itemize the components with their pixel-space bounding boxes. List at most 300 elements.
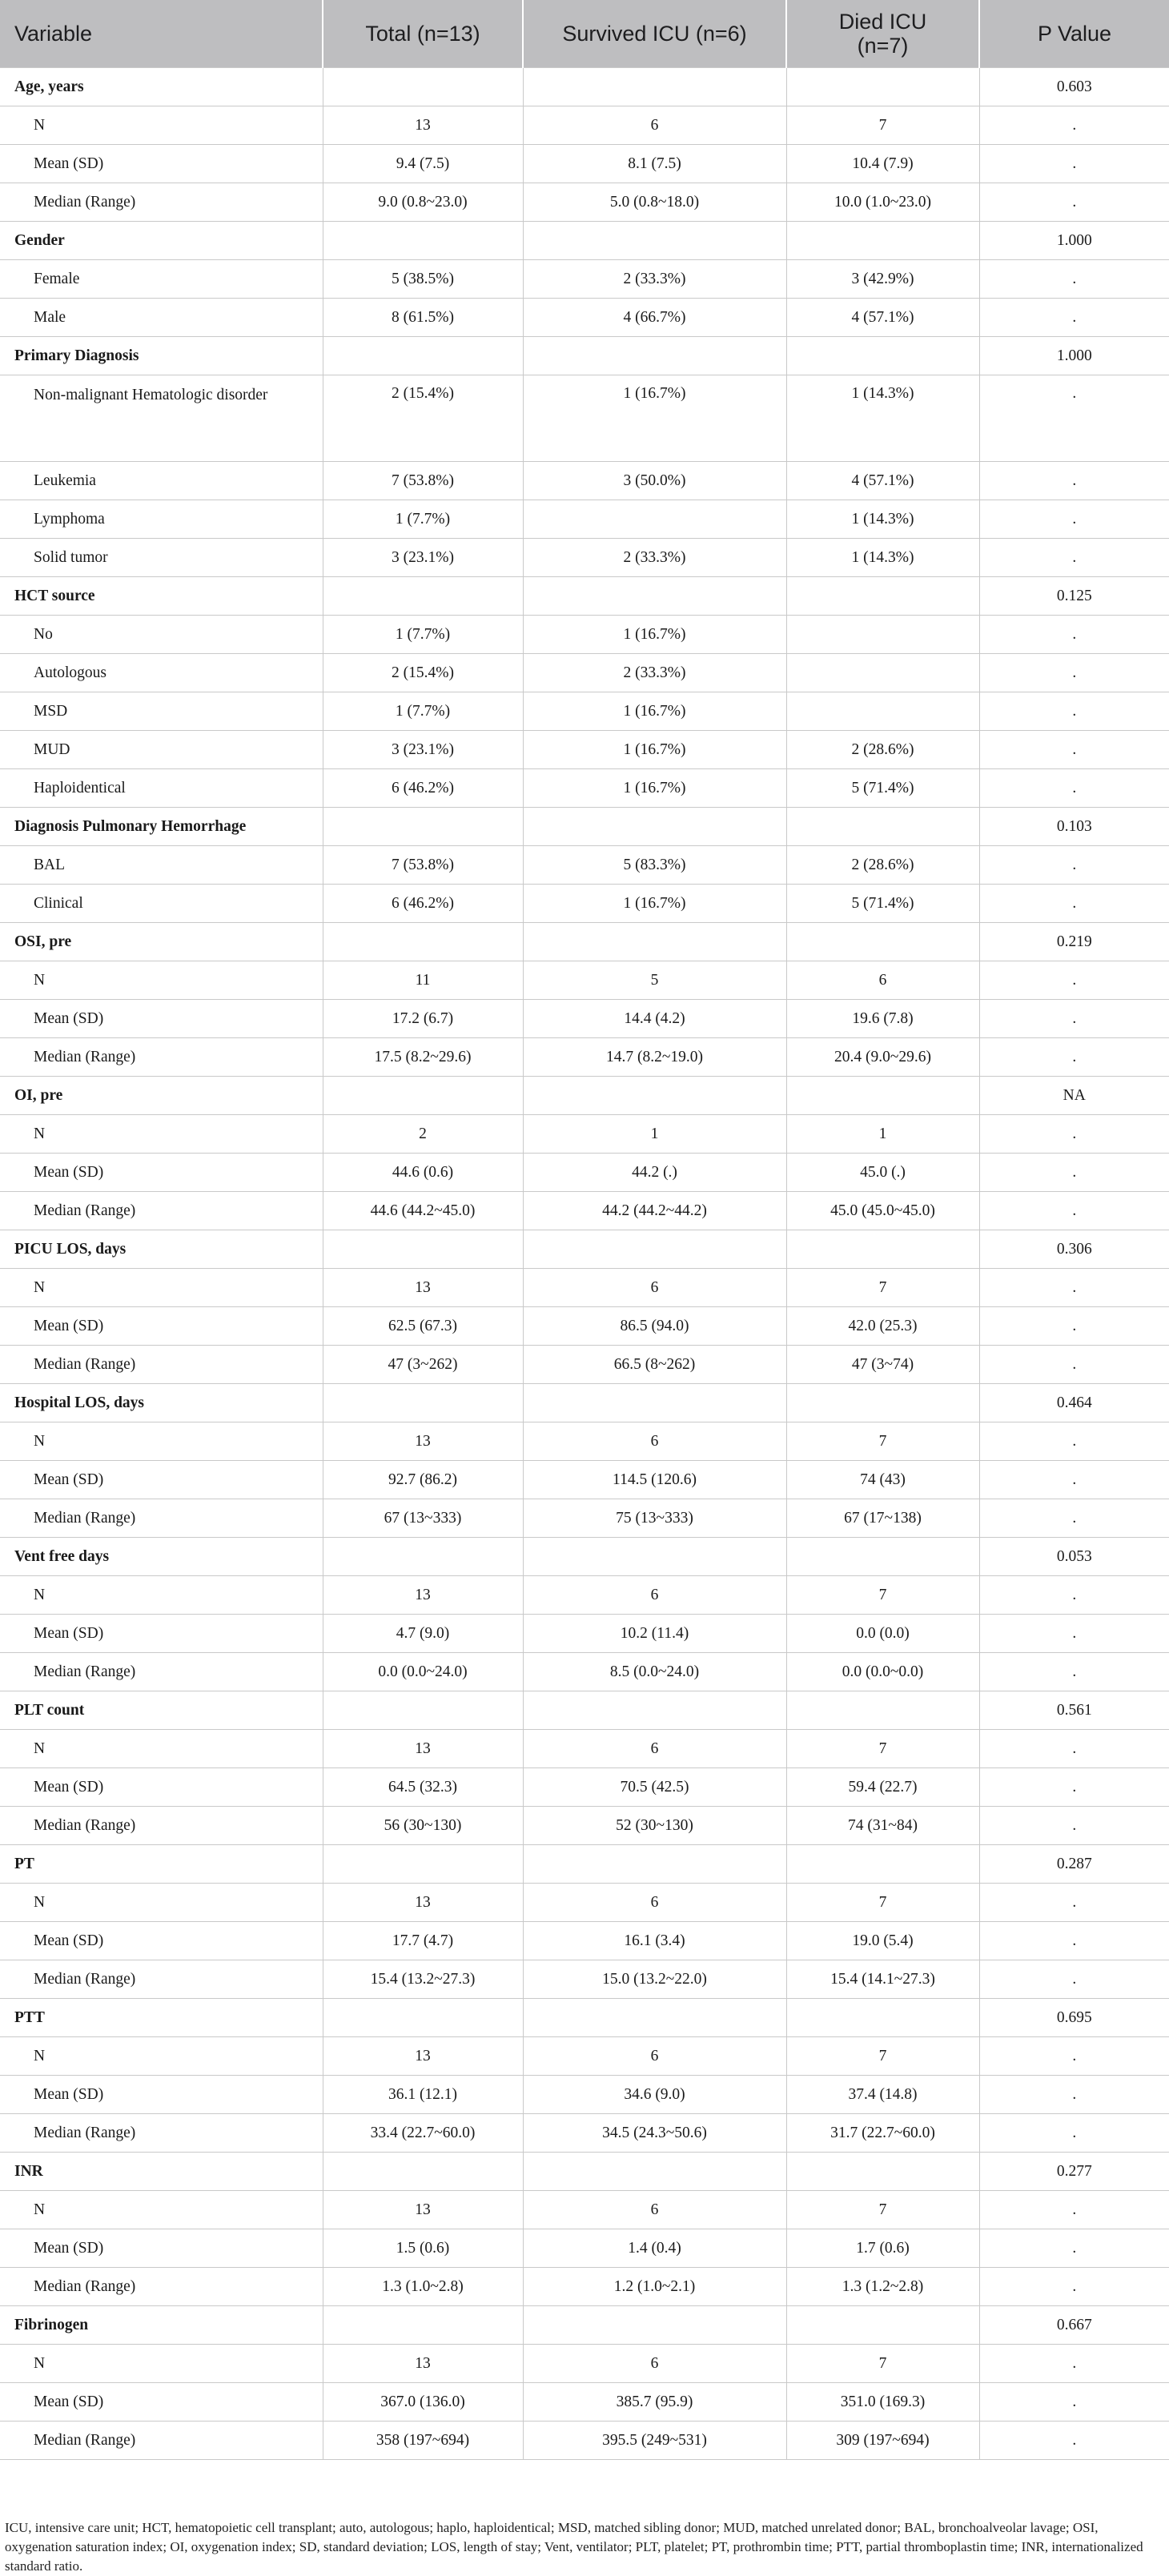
total-cell: 5 (38.5%) xyxy=(323,260,523,299)
survived-cell: 1 (16.7%) xyxy=(523,616,786,654)
table-row xyxy=(0,2076,1169,2114)
p-value-cell: . xyxy=(979,1307,1169,1346)
variable-cell: Leukemia xyxy=(0,462,323,500)
survived-cell: 1.2 (1.0~2.1) xyxy=(523,2268,786,2306)
p-value-cell: . xyxy=(979,1115,1169,1154)
survived-cell xyxy=(523,1845,786,1884)
p-value-cell: . xyxy=(979,1038,1169,1077)
variable-cell: N xyxy=(0,2345,323,2383)
table-row xyxy=(0,145,1169,183)
p-value-cell: . xyxy=(979,1960,1169,1999)
variable-cell: OI, pre xyxy=(0,1077,323,1115)
table-row xyxy=(0,1768,1169,1807)
p-value-cell: . xyxy=(979,1000,1169,1038)
table-group-row xyxy=(0,1999,1169,2037)
survived-cell: 10.2 (11.4) xyxy=(523,1615,786,1653)
table-row xyxy=(0,1422,1169,1461)
table-row xyxy=(0,1461,1169,1499)
table-group-row xyxy=(0,222,1169,260)
variable-cell: N xyxy=(0,1730,323,1768)
survived-cell xyxy=(523,2153,786,2191)
total-cell: 15.4 (13.2~27.3) xyxy=(323,1960,523,1999)
variable-cell: Median (Range) xyxy=(0,1038,323,1077)
total-cell: 1.3 (1.0~2.8) xyxy=(323,2268,523,2306)
table-header-row xyxy=(0,0,1169,68)
total-cell: 11 xyxy=(323,961,523,1000)
died-cell: 74 (43) xyxy=(786,1461,979,1499)
p-value-cell: . xyxy=(979,1730,1169,1768)
variable-cell: PICU LOS, days xyxy=(0,1230,323,1269)
total-cell xyxy=(323,577,523,616)
total-cell: 2 (15.4%) xyxy=(323,375,523,462)
variable-cell: Female xyxy=(0,260,323,299)
died-cell xyxy=(786,222,979,260)
variable-cell: Vent free days xyxy=(0,1538,323,1576)
died-cell: 20.4 (9.0~29.6) xyxy=(786,1038,979,1077)
table-row xyxy=(0,1269,1169,1307)
table-row xyxy=(0,1307,1169,1346)
table-row xyxy=(0,1960,1169,1999)
variable-cell: Median (Range) xyxy=(0,1807,323,1845)
table-row xyxy=(0,885,1169,923)
survived-cell: 44.2 (.) xyxy=(523,1154,786,1192)
total-cell: 36.1 (12.1) xyxy=(323,2076,523,2114)
died-cell: 10.0 (1.0~23.0) xyxy=(786,183,979,222)
survived-cell: 2 (33.3%) xyxy=(523,654,786,692)
died-cell xyxy=(786,1845,979,1884)
table-group-row xyxy=(0,1077,1169,1115)
variable-cell: HCT source xyxy=(0,577,323,616)
table-row xyxy=(0,375,1169,462)
survived-cell xyxy=(523,923,786,961)
p-value-cell: NA xyxy=(979,1077,1169,1115)
variable-cell: Age, years xyxy=(0,68,323,106)
variable-cell: Median (Range) xyxy=(0,2422,323,2460)
total-cell xyxy=(323,222,523,260)
table-group-row xyxy=(0,337,1169,375)
total-cell: 67 (13~333) xyxy=(323,1499,523,1538)
survived-cell: 14.7 (8.2~19.0) xyxy=(523,1038,786,1077)
survived-cell xyxy=(523,337,786,375)
table-row xyxy=(0,1576,1169,1615)
survived-cell: 66.5 (8~262) xyxy=(523,1346,786,1384)
p-value-cell: . xyxy=(979,2268,1169,2306)
total-cell: 44.6 (44.2~45.0) xyxy=(323,1192,523,1230)
table-row xyxy=(0,1115,1169,1154)
variable-cell: Mean (SD) xyxy=(0,1768,323,1807)
total-cell xyxy=(323,1845,523,1884)
survived-cell xyxy=(523,1999,786,2037)
total-cell: 17.5 (8.2~29.6) xyxy=(323,1038,523,1077)
total-cell xyxy=(323,2153,523,2191)
table-row xyxy=(0,539,1169,577)
table-row xyxy=(0,2229,1169,2268)
table-row xyxy=(0,2114,1169,2153)
table-group-row xyxy=(0,1538,1169,1576)
table-row xyxy=(0,692,1169,731)
variable-cell: N xyxy=(0,961,323,1000)
total-cell: 13 xyxy=(323,1576,523,1615)
survived-cell: 44.2 (44.2~44.2) xyxy=(523,1192,786,1230)
survived-cell xyxy=(523,1384,786,1422)
died-cell: 1 xyxy=(786,1115,979,1154)
survived-cell: 34.6 (9.0) xyxy=(523,2076,786,2114)
died-cell: 4 (57.1%) xyxy=(786,462,979,500)
died-cell xyxy=(786,1384,979,1422)
p-value-cell: . xyxy=(979,1346,1169,1384)
p-value-cell: . xyxy=(979,500,1169,539)
table-row xyxy=(0,654,1169,692)
died-cell: 351.0 (169.3) xyxy=(786,2383,979,2422)
variable-cell: Mean (SD) xyxy=(0,1922,323,1960)
p-value-cell: . xyxy=(979,692,1169,731)
table-row xyxy=(0,731,1169,769)
p-value-cell: . xyxy=(979,1922,1169,1960)
table-row xyxy=(0,1615,1169,1653)
table-row xyxy=(0,2383,1169,2422)
table-row xyxy=(0,1499,1169,1538)
p-value-cell: . xyxy=(979,1192,1169,1230)
total-cell xyxy=(323,337,523,375)
p-value-cell: 0.053 xyxy=(979,1538,1169,1576)
total-cell: 3 (23.1%) xyxy=(323,539,523,577)
variable-cell: N xyxy=(0,1422,323,1461)
total-cell: 13 xyxy=(323,1730,523,1768)
total-cell: 1.5 (0.6) xyxy=(323,2229,523,2268)
total-cell: 17.2 (6.7) xyxy=(323,1000,523,1038)
variable-cell: Median (Range) xyxy=(0,1653,323,1691)
variable-cell: Clinical xyxy=(0,885,323,923)
survived-cell: 8.5 (0.0~24.0) xyxy=(523,1653,786,1691)
header-died-icu: Died ICU (n=7) xyxy=(786,0,979,68)
p-value-cell: . xyxy=(979,2383,1169,2422)
total-cell: 56 (30~130) xyxy=(323,1807,523,1845)
died-cell: 10.4 (7.9) xyxy=(786,145,979,183)
table-body xyxy=(0,68,1169,2460)
total-cell xyxy=(323,2306,523,2345)
died-cell: 6 xyxy=(786,961,979,1000)
p-value-cell: 0.103 xyxy=(979,808,1169,846)
p-value-cell: 0.561 xyxy=(979,1691,1169,1730)
total-cell: 1 (7.7%) xyxy=(323,500,523,539)
total-cell: 13 xyxy=(323,1269,523,1307)
total-cell: 9.0 (0.8~23.0) xyxy=(323,183,523,222)
died-cell xyxy=(786,692,979,731)
header-p-value: P Value xyxy=(979,0,1169,68)
p-value-cell: . xyxy=(979,1615,1169,1653)
table-row xyxy=(0,1653,1169,1691)
p-value-cell: . xyxy=(979,885,1169,923)
total-cell: 1 (7.7%) xyxy=(323,616,523,654)
survived-cell: 395.5 (249~531) xyxy=(523,2422,786,2460)
p-value-cell: 0.287 xyxy=(979,1845,1169,1884)
died-cell: 47 (3~74) xyxy=(786,1346,979,1384)
survived-cell: 86.5 (94.0) xyxy=(523,1307,786,1346)
total-cell: 7 (53.8%) xyxy=(323,462,523,500)
p-value-cell: . xyxy=(979,731,1169,769)
p-value-cell: 0.667 xyxy=(979,2306,1169,2345)
died-cell xyxy=(786,2153,979,2191)
variable-cell: PTT xyxy=(0,1999,323,2037)
died-cell: 2 (28.6%) xyxy=(786,846,979,885)
survived-cell: 4 (66.7%) xyxy=(523,299,786,337)
survived-cell: 5.0 (0.8~18.0) xyxy=(523,183,786,222)
variable-cell: Median (Range) xyxy=(0,1960,323,1999)
total-cell: 2 (15.4%) xyxy=(323,654,523,692)
table-group-row xyxy=(0,577,1169,616)
variable-cell: OSI, pre xyxy=(0,923,323,961)
survived-cell: 6 xyxy=(523,106,786,145)
table-row xyxy=(0,961,1169,1000)
variable-cell: N xyxy=(0,1115,323,1154)
survived-cell: 75 (13~333) xyxy=(523,1499,786,1538)
variable-cell: Non-malignant Hematologic disorder xyxy=(0,375,323,462)
died-cell: 45.0 (45.0~45.0) xyxy=(786,1192,979,1230)
header-variable: Variable xyxy=(0,0,323,68)
p-value-cell: . xyxy=(979,1768,1169,1807)
died-cell xyxy=(786,1999,979,2037)
died-cell: 7 xyxy=(786,1576,979,1615)
total-cell: 358 (197~694) xyxy=(323,2422,523,2460)
survived-cell: 3 (50.0%) xyxy=(523,462,786,500)
survived-cell: 6 xyxy=(523,2037,786,2076)
total-cell: 17.7 (4.7) xyxy=(323,1922,523,1960)
died-cell: 7 xyxy=(786,2345,979,2383)
survived-cell: 5 (83.3%) xyxy=(523,846,786,885)
survived-cell: 6 xyxy=(523,1884,786,1922)
died-cell: 0.0 (0.0~0.0) xyxy=(786,1653,979,1691)
died-cell: 7 xyxy=(786,1269,979,1307)
died-cell: 74 (31~84) xyxy=(786,1807,979,1845)
died-cell: 309 (197~694) xyxy=(786,2422,979,2460)
died-cell: 59.4 (22.7) xyxy=(786,1768,979,1807)
survived-cell: 34.5 (24.3~50.6) xyxy=(523,2114,786,2153)
p-value-cell: . xyxy=(979,769,1169,808)
p-value-cell: . xyxy=(979,1499,1169,1538)
total-cell: 64.5 (32.3) xyxy=(323,1768,523,1807)
table-row xyxy=(0,1000,1169,1038)
variable-cell: PT xyxy=(0,1845,323,1884)
died-cell: 7 xyxy=(786,1730,979,1768)
table-group-row xyxy=(0,68,1169,106)
died-cell: 1.7 (0.6) xyxy=(786,2229,979,2268)
variable-cell: Male xyxy=(0,299,323,337)
p-value-cell: . xyxy=(979,375,1169,462)
died-cell: 1 (14.3%) xyxy=(786,500,979,539)
table-row xyxy=(0,1807,1169,1845)
variable-cell: Mean (SD) xyxy=(0,2383,323,2422)
died-cell: 37.4 (14.8) xyxy=(786,2076,979,2114)
table-row xyxy=(0,616,1169,654)
table-row xyxy=(0,183,1169,222)
p-value-cell: . xyxy=(979,2345,1169,2383)
header-total: Total (n=13) xyxy=(323,0,523,68)
table-row xyxy=(0,2191,1169,2229)
died-cell xyxy=(786,1538,979,1576)
died-cell: 1 (14.3%) xyxy=(786,375,979,462)
p-value-cell: . xyxy=(979,145,1169,183)
p-value-cell: . xyxy=(979,260,1169,299)
survived-cell: 6 xyxy=(523,1422,786,1461)
p-value-cell: 0.695 xyxy=(979,1999,1169,2037)
variable-cell: N xyxy=(0,1576,323,1615)
died-cell: 5 (71.4%) xyxy=(786,885,979,923)
survived-cell: 5 xyxy=(523,961,786,1000)
header-survived-icu: Survived ICU (n=6) xyxy=(523,0,786,68)
survived-cell xyxy=(523,68,786,106)
total-cell: 0.0 (0.0~24.0) xyxy=(323,1653,523,1691)
variable-cell: N xyxy=(0,2037,323,2076)
survived-cell: 1 (16.7%) xyxy=(523,375,786,462)
p-value-cell: . xyxy=(979,1653,1169,1691)
survived-cell: 6 xyxy=(523,1576,786,1615)
total-cell: 1 (7.7%) xyxy=(323,692,523,731)
survived-cell: 14.4 (4.2) xyxy=(523,1000,786,1038)
died-cell: 31.7 (22.7~60.0) xyxy=(786,2114,979,2153)
died-cell: 7 xyxy=(786,1884,979,1922)
survived-cell: 2 (33.3%) xyxy=(523,539,786,577)
table-row xyxy=(0,1884,1169,1922)
total-cell: 4.7 (9.0) xyxy=(323,1615,523,1653)
died-cell: 7 xyxy=(786,106,979,145)
p-value-cell: . xyxy=(979,1269,1169,1307)
variable-cell: Mean (SD) xyxy=(0,145,323,183)
total-cell: 33.4 (22.7~60.0) xyxy=(323,2114,523,2153)
variable-cell: BAL xyxy=(0,846,323,885)
died-cell: 5 (71.4%) xyxy=(786,769,979,808)
variable-cell: No xyxy=(0,616,323,654)
table-group-row xyxy=(0,808,1169,846)
p-value-cell: . xyxy=(979,2229,1169,2268)
survived-cell xyxy=(523,222,786,260)
table-row xyxy=(0,846,1169,885)
table-row xyxy=(0,260,1169,299)
total-cell: 6 (46.2%) xyxy=(323,769,523,808)
table-row xyxy=(0,2268,1169,2306)
p-value-cell: . xyxy=(979,539,1169,577)
variable-cell: Solid tumor xyxy=(0,539,323,577)
p-value-cell: . xyxy=(979,846,1169,885)
p-value-cell: . xyxy=(979,1154,1169,1192)
total-cell: 13 xyxy=(323,2191,523,2229)
p-value-cell: 0.464 xyxy=(979,1384,1169,1422)
p-value-cell: 0.219 xyxy=(979,923,1169,961)
table-row xyxy=(0,462,1169,500)
died-cell: 3 (42.9%) xyxy=(786,260,979,299)
p-value-cell: . xyxy=(979,299,1169,337)
died-cell xyxy=(786,68,979,106)
total-cell: 8 (61.5%) xyxy=(323,299,523,337)
survived-cell xyxy=(523,1538,786,1576)
total-cell: 367.0 (136.0) xyxy=(323,2383,523,2422)
total-cell xyxy=(323,68,523,106)
survived-cell: 1 (16.7%) xyxy=(523,769,786,808)
p-value-cell: . xyxy=(979,106,1169,145)
table-row xyxy=(0,1346,1169,1384)
total-cell: 2 xyxy=(323,1115,523,1154)
p-value-cell: . xyxy=(979,2422,1169,2460)
died-cell: 0.0 (0.0) xyxy=(786,1615,979,1653)
table-row xyxy=(0,769,1169,808)
variable-cell: Lymphoma xyxy=(0,500,323,539)
variable-cell: Fibrinogen xyxy=(0,2306,323,2345)
variable-cell: Diagnosis Pulmonary Hemorrhage xyxy=(0,808,323,846)
died-cell: 7 xyxy=(786,2037,979,2076)
variable-cell: Median (Range) xyxy=(0,183,323,222)
variable-cell: N xyxy=(0,2191,323,2229)
survived-cell xyxy=(523,577,786,616)
table-row xyxy=(0,1922,1169,1960)
variable-cell: MSD xyxy=(0,692,323,731)
died-cell: 15.4 (14.1~27.3) xyxy=(786,1960,979,1999)
variable-cell: Median (Range) xyxy=(0,2114,323,2153)
died-cell: 45.0 (.) xyxy=(786,1154,979,1192)
table-row xyxy=(0,2345,1169,2383)
survived-cell: 1 (16.7%) xyxy=(523,885,786,923)
p-value-cell: . xyxy=(979,616,1169,654)
p-value-cell: 1.000 xyxy=(979,222,1169,260)
p-value-cell: . xyxy=(979,1807,1169,1845)
survived-cell: 6 xyxy=(523,2191,786,2229)
total-cell: 92.7 (86.2) xyxy=(323,1461,523,1499)
table-group-row xyxy=(0,1384,1169,1422)
p-value-cell: . xyxy=(979,2037,1169,2076)
died-cell: 7 xyxy=(786,2191,979,2229)
p-value-cell: 0.603 xyxy=(979,68,1169,106)
survived-cell: 8.1 (7.5) xyxy=(523,145,786,183)
p-value-cell: . xyxy=(979,183,1169,222)
variable-cell: Hospital LOS, days xyxy=(0,1384,323,1422)
table-row xyxy=(0,1730,1169,1768)
variable-cell: N xyxy=(0,1269,323,1307)
total-cell: 13 xyxy=(323,2037,523,2076)
table-row xyxy=(0,106,1169,145)
total-cell xyxy=(323,1077,523,1115)
total-cell: 13 xyxy=(323,2345,523,2383)
survived-cell: 1.4 (0.4) xyxy=(523,2229,786,2268)
table-row xyxy=(0,299,1169,337)
survived-cell: 114.5 (120.6) xyxy=(523,1461,786,1499)
total-cell xyxy=(323,1999,523,2037)
p-value-cell: . xyxy=(979,2191,1169,2229)
total-cell: 62.5 (67.3) xyxy=(323,1307,523,1346)
variable-cell: Median (Range) xyxy=(0,1346,323,1384)
survived-cell: 385.7 (95.9) xyxy=(523,2383,786,2422)
variable-cell: PLT count xyxy=(0,1691,323,1730)
p-value-cell: . xyxy=(979,1576,1169,1615)
variable-cell: Median (Range) xyxy=(0,2268,323,2306)
variable-cell: MUD xyxy=(0,731,323,769)
table-row xyxy=(0,1154,1169,1192)
survived-cell: 16.1 (3.4) xyxy=(523,1922,786,1960)
total-cell: 6 (46.2%) xyxy=(323,885,523,923)
total-cell: 3 (23.1%) xyxy=(323,731,523,769)
survived-cell: 52 (30~130) xyxy=(523,1807,786,1845)
table-row xyxy=(0,500,1169,539)
variable-cell: N xyxy=(0,1884,323,1922)
total-cell: 13 xyxy=(323,1422,523,1461)
died-cell xyxy=(786,616,979,654)
survived-cell: 1 (16.7%) xyxy=(523,731,786,769)
died-cell xyxy=(786,654,979,692)
died-cell xyxy=(786,923,979,961)
variable-cell: Mean (SD) xyxy=(0,2076,323,2114)
survived-cell: 2 (33.3%) xyxy=(523,260,786,299)
died-cell xyxy=(786,577,979,616)
total-cell xyxy=(323,1230,523,1269)
died-cell: 2 (28.6%) xyxy=(786,731,979,769)
total-cell xyxy=(323,1538,523,1576)
